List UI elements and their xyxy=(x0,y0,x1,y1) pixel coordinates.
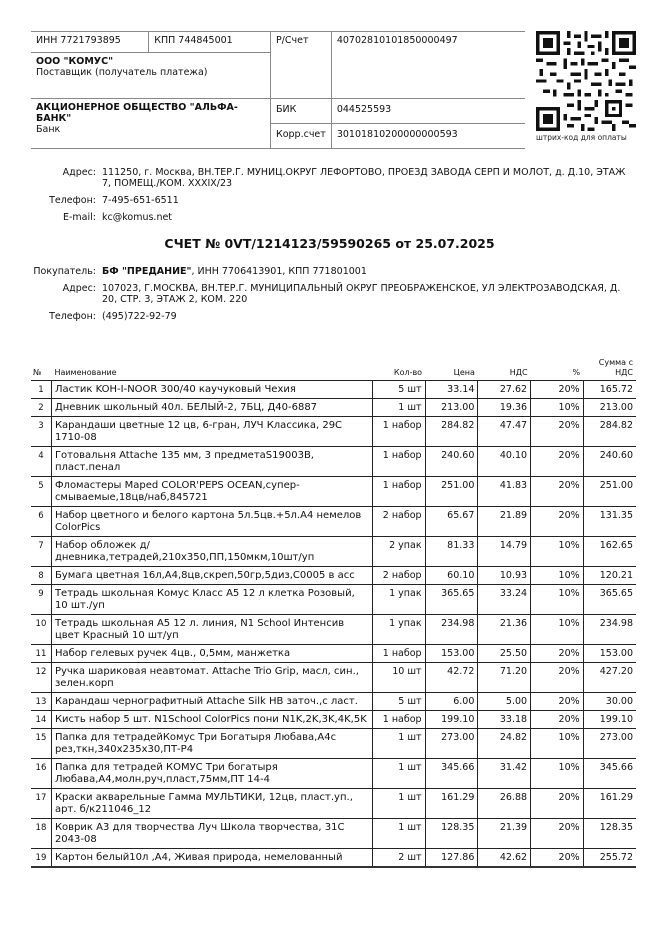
row-num: 8 xyxy=(31,567,51,585)
row-num: 17 xyxy=(31,789,51,819)
bik-value: 044525593 xyxy=(331,99,525,124)
item-qty: 2 шт xyxy=(372,849,425,868)
item-vat: 25.50 xyxy=(478,645,531,663)
item-sum: 161.29 xyxy=(583,789,636,819)
item-price: 65.67 xyxy=(425,507,478,537)
table-row xyxy=(31,567,636,585)
item-qty: 1 набор xyxy=(372,447,425,477)
item-vat-rate: 20% xyxy=(531,507,584,537)
buyer-address-label: Адрес: xyxy=(62,283,96,294)
item-price: 240.60 xyxy=(425,447,478,477)
table-row xyxy=(31,711,636,729)
item-name: Карандаши цветные 12 цв, 6-гран, ЛУЧ Классика, 29С 1710-08 xyxy=(51,417,372,447)
item-qty: 1 шт xyxy=(372,759,425,789)
row-num: 3 xyxy=(31,417,51,447)
buyer-address-line2: 20, СТР. 3, ЭТАЖ 2, КОМ. 220 xyxy=(102,294,248,305)
table-row xyxy=(31,693,636,711)
corr-label: Корр.счет xyxy=(270,124,331,149)
corr-value: 30101810200000000593 xyxy=(331,124,525,149)
item-vat-rate: 10% xyxy=(531,537,584,567)
account-label: Р/Счет xyxy=(270,32,331,99)
item-qty: 1 шт xyxy=(372,789,425,819)
table-row xyxy=(31,789,636,819)
item-price: 251.00 xyxy=(425,477,478,507)
row-num: 7 xyxy=(31,537,51,567)
item-vat: 42.62 xyxy=(478,849,531,868)
item-sum: 427.20 xyxy=(583,663,636,693)
item-vat-rate: 10% xyxy=(531,729,584,759)
item-qty: 2 набор xyxy=(372,507,425,537)
header-vat: НДС xyxy=(478,357,531,381)
item-price: 345.66 xyxy=(425,759,478,789)
item-price: 284.82 xyxy=(425,417,478,447)
table-row xyxy=(31,585,636,615)
qr-code-icon xyxy=(536,31,636,131)
item-sum: 284.82 xyxy=(583,417,636,447)
item-vat: 40.10 xyxy=(478,447,531,477)
bank-name: АКЦИОНЕРНОЕ ОБЩЕСТВО "АЛЬФА-БАНК" xyxy=(36,102,238,124)
row-num: 6 xyxy=(31,507,51,537)
invoice-items-table xyxy=(31,357,636,868)
item-price: 33.14 xyxy=(425,381,478,399)
row-num: 16 xyxy=(31,759,51,789)
item-vat-rate: 20% xyxy=(531,789,584,819)
item-qty: 10 шт xyxy=(372,663,425,693)
item-name: Тетрадь школьная Комус Класс А5 12 л клетка Розовый, 10 шт./уп xyxy=(51,585,372,615)
item-name: Набор цветного и белого картона 5л.5цв.+5л.А4 немелов ColorPics xyxy=(51,507,372,537)
item-name: Ручка шариковая неавтомат. Attache Trio Grip, масл, син., зелен.корп xyxy=(51,663,372,693)
buyer-phone-value: (495)722-92-79 xyxy=(102,311,177,322)
item-vat-rate: 20% xyxy=(531,381,584,399)
item-sum: 153.00 xyxy=(583,645,636,663)
row-num: 10 xyxy=(31,615,51,645)
item-qty: 1 набор xyxy=(372,477,425,507)
row-num: 14 xyxy=(31,711,51,729)
table-row xyxy=(31,507,636,537)
item-sum: 30.00 xyxy=(583,693,636,711)
item-vat: 47.47 xyxy=(478,417,531,447)
item-vat-rate: 10% xyxy=(531,759,584,789)
supplier-contacts xyxy=(22,167,642,227)
item-name: Набор гелевых ручек 4цв., 0,5мм, манжетка xyxy=(51,645,372,663)
item-vat-rate: 20% xyxy=(531,447,584,477)
item-vat-rate: 20% xyxy=(531,417,584,447)
item-sum: 273.00 xyxy=(583,729,636,759)
item-vat-rate: 20% xyxy=(531,645,584,663)
supplier-kpp: КПП 744845001 xyxy=(149,32,271,53)
header-pct: % xyxy=(531,357,584,381)
supplier-phone-label: Телефон: xyxy=(49,195,96,206)
header-num: № xyxy=(31,357,51,381)
item-vat-rate: 20% xyxy=(531,477,584,507)
item-sum: 128.35 xyxy=(583,819,636,849)
item-name: Коврик А3 для творчества Луч Школа творчества, 31С 2043-08 xyxy=(51,819,372,849)
header-qty: Кол-во xyxy=(372,357,425,381)
row-num: 15 xyxy=(31,729,51,759)
supplier-inn: ИНН 7721793895 xyxy=(31,32,149,53)
supplier-address-line1: 111250, г. Москва, ВН.ТЕР.Г. МУНИЦ.ОКРУГ ЛЕФОРТОВО, ПРОЕЗД ЗАВОДА СЕРП И МОЛОТ, д. Д.10, ЭТАЖ xyxy=(102,167,626,178)
item-sum: 251.00 xyxy=(583,477,636,507)
item-vat: 27.62 xyxy=(478,381,531,399)
item-name: Карандаш чернографитный Attache Silk HB заточ.,с ласт. xyxy=(51,693,372,711)
item-qty: 1 шт xyxy=(372,819,425,849)
item-qty: 1 набор xyxy=(372,645,425,663)
item-sum: 162.65 xyxy=(583,537,636,567)
table-row xyxy=(31,399,636,417)
item-name: Бумага цветная 16л,А4,8цв,скреп,50гр,5диз,С0005 в асс xyxy=(51,567,372,585)
item-name: Набор обложек д/ дневника,тетрадей,210х350,ПП,150мкм,10шт/уп xyxy=(51,537,372,567)
invoice-title: СЧЕТ № 0VT/1214123/59590265 от 25.07.2025 xyxy=(164,236,495,251)
buyer-info xyxy=(22,266,642,326)
item-qty: 2 набор xyxy=(372,567,425,585)
table-row xyxy=(31,759,636,789)
item-price: 365.65 xyxy=(425,585,478,615)
item-qty: 1 набор xyxy=(372,711,425,729)
item-price: 127.86 xyxy=(425,849,478,868)
item-sum: 199.10 xyxy=(583,711,636,729)
item-vat: 33.24 xyxy=(478,585,531,615)
table-row xyxy=(31,849,636,868)
table-row xyxy=(31,645,636,663)
item-vat: 24.82 xyxy=(478,729,531,759)
buyer-address-line1: 107023, Г.МОСКВА, ВН.ТЕР.Г. МУНИЦИПАЛЬНЫЙ ОКРУГ ПРЕОБРАЖЕНСКОЕ, УЛ ЭЛЕКТРОЗАВОДСКАЯ, Д. xyxy=(102,283,621,294)
header-sum-line1: Сумма с xyxy=(598,358,633,367)
item-qty: 1 шт xyxy=(372,399,425,417)
buyer-phone-label: Телефон: xyxy=(49,311,96,322)
qr-caption: штрих-код для оплаты xyxy=(536,133,627,142)
item-vat: 21.89 xyxy=(478,507,531,537)
header-price: Цена xyxy=(425,357,478,381)
item-vat-rate: 20% xyxy=(531,711,584,729)
item-price: 6.00 xyxy=(425,693,478,711)
item-vat: 5.00 xyxy=(478,693,531,711)
table-row xyxy=(31,477,636,507)
bank-role: Банк xyxy=(36,124,61,135)
item-name: Кисть набор 5 шт. N1School ColorPics пони N1K,2K,3K,4K,5K xyxy=(51,711,372,729)
item-sum: 120.21 xyxy=(583,567,636,585)
item-price: 199.10 xyxy=(425,711,478,729)
item-price: 42.72 xyxy=(425,663,478,693)
table-row xyxy=(31,615,636,645)
item-name: Фломастеры Maped COLOR'PEPS OCEAN,супер-смываемые,18цв/наб,845721 xyxy=(51,477,372,507)
table-row xyxy=(31,729,636,759)
item-vat: 21.39 xyxy=(478,819,531,849)
buyer-label: Покупатель: xyxy=(33,266,96,277)
buyer-details: , ИНН 7706413901, КПП 771801001 xyxy=(191,266,367,277)
table-row xyxy=(31,417,636,447)
item-vat: 26.88 xyxy=(478,789,531,819)
row-num: 11 xyxy=(31,645,51,663)
row-num: 1 xyxy=(31,381,51,399)
item-qty: 5 шт xyxy=(372,381,425,399)
item-qty: 1 упак xyxy=(372,585,425,615)
item-vat: 14.79 xyxy=(478,537,531,567)
bank-cell xyxy=(31,99,270,149)
item-name: Папка для тетрадейКомус Три Богатыря Любава,А4с рез,ткн,340х235х30,ПТ-Р4 xyxy=(51,729,372,759)
row-num: 2 xyxy=(31,399,51,417)
supplier-company-role: Поставщик (получатель платежа) xyxy=(36,67,208,78)
supplier-address-line2: 7, ПОМЕЩ./КОМ. XXXIX/23 xyxy=(102,178,233,189)
header-sum xyxy=(583,357,636,381)
table-row xyxy=(31,537,636,567)
items-header-row xyxy=(31,357,636,381)
table-row xyxy=(31,819,636,849)
item-qty: 1 набор xyxy=(372,417,425,447)
item-vat: 71.20 xyxy=(478,663,531,693)
header-name: Наименование xyxy=(51,357,372,381)
item-sum: 240.60 xyxy=(583,447,636,477)
item-name: Дневник школьный 40л. БЕЛЫЙ-2, 7БЦ, Д40-6887 xyxy=(51,399,372,417)
item-price: 60.10 xyxy=(425,567,478,585)
row-num: 4 xyxy=(31,447,51,477)
header-sum-line2: НДС xyxy=(615,368,633,377)
item-vat: 41.83 xyxy=(478,477,531,507)
item-price: 153.00 xyxy=(425,645,478,663)
bank-requisites-table xyxy=(31,31,525,149)
item-sum: 234.98 xyxy=(583,615,636,645)
item-qty: 1 шт xyxy=(372,729,425,759)
item-vat-rate: 10% xyxy=(531,615,584,645)
table-row xyxy=(31,381,636,399)
item-vat: 10.93 xyxy=(478,567,531,585)
item-vat-rate: 20% xyxy=(531,849,584,868)
item-name: Тетрадь школьная А5 12 л. линия, N1 School Интенсив цвет Красный 10 шт/уп xyxy=(51,615,372,645)
table-row xyxy=(31,447,636,477)
item-sum: 255.72 xyxy=(583,849,636,868)
item-sum: 345.66 xyxy=(583,759,636,789)
item-name: Ластик KOH-I-NOOR 300/40 каучуковый Чехия xyxy=(51,381,372,399)
item-price: 213.00 xyxy=(425,399,478,417)
item-price: 273.00 xyxy=(425,729,478,759)
bik-label: БИК xyxy=(270,99,331,124)
item-qty: 2 упак xyxy=(372,537,425,567)
item-price: 161.29 xyxy=(425,789,478,819)
row-num: 12 xyxy=(31,663,51,693)
item-vat-rate: 10% xyxy=(531,399,584,417)
item-vat: 33.18 xyxy=(478,711,531,729)
item-sum: 131.35 xyxy=(583,507,636,537)
item-qty: 1 упак xyxy=(372,615,425,645)
supplier-email-value[interactable]: kc@komus.net xyxy=(102,212,173,223)
items-body xyxy=(31,381,636,868)
buyer-name: БФ "ПРЕДАНИЕ" xyxy=(102,266,192,277)
item-sum: 213.00 xyxy=(583,399,636,417)
item-sum: 165.72 xyxy=(583,381,636,399)
row-num: 18 xyxy=(31,819,51,849)
item-vat-rate: 10% xyxy=(531,567,584,585)
supplier-email-label: E-mail: xyxy=(63,212,96,223)
item-price: 128.35 xyxy=(425,819,478,849)
item-sum: 365.65 xyxy=(583,585,636,615)
item-name: Картон белый10л ,А4, Живая природа, немелованный xyxy=(51,849,372,868)
item-vat: 21.36 xyxy=(478,615,531,645)
item-price: 81.33 xyxy=(425,537,478,567)
row-num: 13 xyxy=(31,693,51,711)
supplier-phone-value: 7-495-651-6511 xyxy=(102,195,179,206)
item-name: Краски акварельные Гамма МУЛЬТИКИ, 12цв, пласт.уп., арт. б/к211046_12 xyxy=(51,789,372,819)
supplier-company-name: ООО "КОМУС" xyxy=(36,56,114,67)
item-price: 234.98 xyxy=(425,615,478,645)
item-vat-rate: 10% xyxy=(531,585,584,615)
item-qty: 5 шт xyxy=(372,693,425,711)
item-name: Папка для тетрадей КОМУС Три богатыря Любава,А4,молн,руч,пласт,75мм,ПТ 14-4 xyxy=(51,759,372,789)
row-num: 19 xyxy=(31,849,51,868)
item-vat: 31.42 xyxy=(478,759,531,789)
row-num: 9 xyxy=(31,585,51,615)
account-value: 40702810101850000497 xyxy=(331,32,525,99)
item-name: Готовальня Attache 135 мм, 3 предметаS19003B, пласт.пенал xyxy=(51,447,372,477)
item-vat-rate: 20% xyxy=(531,663,584,693)
table-row xyxy=(31,663,636,693)
supplier-address-label: Адрес: xyxy=(62,167,96,178)
item-vat: 19.36 xyxy=(478,399,531,417)
item-vat-rate: 20% xyxy=(531,819,584,849)
row-num: 5 xyxy=(31,477,51,507)
item-vat-rate: 20% xyxy=(531,693,584,711)
supplier-company-cell xyxy=(31,53,270,99)
